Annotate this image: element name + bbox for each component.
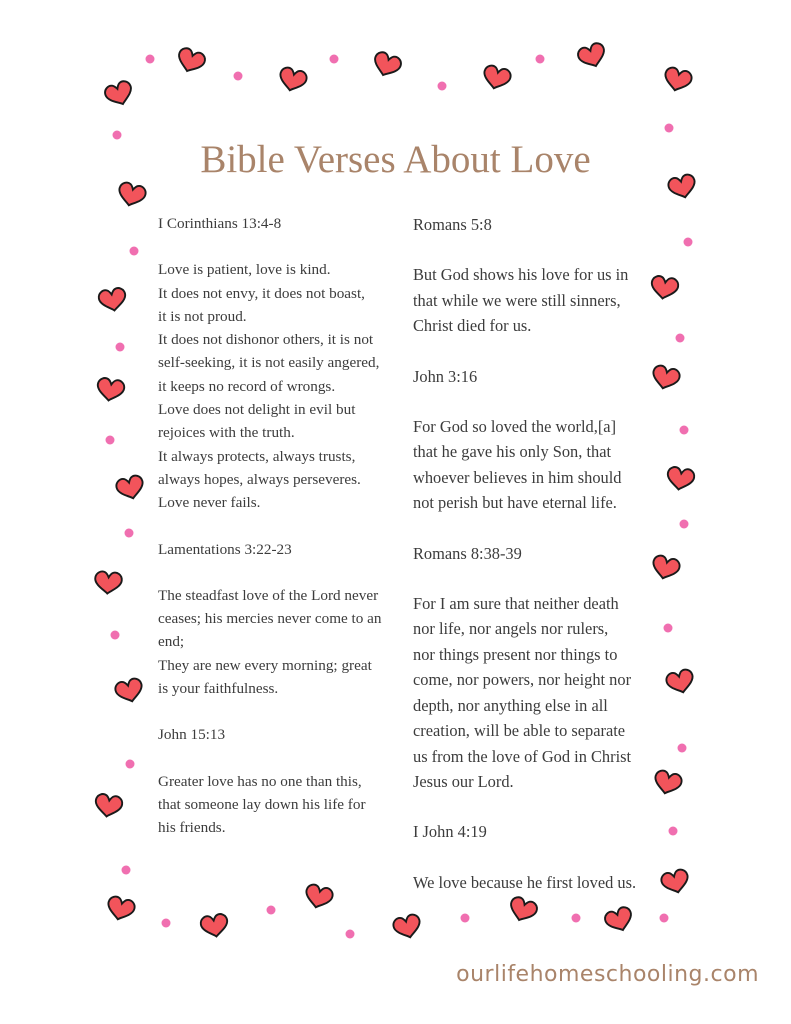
verse-text [158, 584, 400, 700]
dot-icon [125, 529, 134, 538]
heart-icon [103, 79, 135, 108]
verse-line: But God shows his love for us in [413, 265, 629, 285]
dot-icon [680, 520, 689, 529]
heart-icon [105, 895, 136, 923]
dot-icon [267, 906, 276, 915]
heart-icon [115, 474, 146, 502]
verse-reference: I John 4:19 [413, 822, 487, 842]
verse-line: that he gave his only Son, that [413, 442, 612, 462]
heart-icon [662, 66, 693, 94]
verse-line: They are new every morning; great [158, 656, 372, 674]
verse-line: depth, nor anything else in all [413, 695, 608, 715]
heart-icon [665, 466, 695, 492]
right-column [413, 212, 659, 920]
heart-icon [481, 64, 512, 92]
dot-icon [684, 238, 693, 247]
verse-line: is your faithfulness. [158, 680, 279, 698]
verse-line: It does not envy, it does not boast, [158, 284, 365, 302]
verse-line: it is not proud. [158, 307, 247, 325]
verse-line: Jesus our Lord. [413, 771, 514, 791]
dot-icon [438, 82, 447, 91]
verse-reference: John 3:16 [413, 366, 478, 386]
heart-icon [93, 793, 123, 819]
verse-line: The steadfast love of the Lord never [158, 586, 379, 604]
verse-reference: Romans 5:8 [413, 215, 492, 234]
dot-icon [116, 343, 125, 352]
verse-reference: Lamentations 3:22-23 [158, 540, 292, 558]
verse-line: self-seeking, it is not easily angered, [158, 354, 380, 372]
dot-icon [126, 760, 135, 769]
verse-line: us from the love of God in Christ [413, 746, 632, 766]
verse-reference: John 15:13 [158, 726, 226, 744]
verse-line: creation, will be able to separate [413, 721, 626, 741]
verse-line: it keeps no record of wrongs. [158, 377, 336, 395]
verse-line: For God so loved the world,[a] [413, 417, 617, 437]
dot-icon [678, 744, 687, 753]
verse-line: Christ died for us. [413, 316, 532, 336]
heart-icon [665, 668, 696, 696]
heart-icon [98, 287, 128, 313]
dot-icon [669, 827, 678, 836]
verse-text [158, 770, 400, 840]
verse-line: end; [158, 633, 185, 651]
verse-line: It always protects, always trusts, [158, 447, 356, 465]
dot-icon [665, 124, 674, 133]
verse-line: For I am sure that neither death [413, 594, 619, 614]
verse-line: always hopes, always perseveres. [158, 470, 361, 488]
dot-icon [162, 919, 171, 928]
verse-line: not perish but have eternal life. [413, 493, 617, 513]
dot-icon [234, 72, 243, 81]
dot-icon [106, 436, 115, 445]
verse-text [158, 258, 400, 514]
dot-icon [146, 55, 155, 64]
heart-icon [175, 46, 207, 75]
left-column [158, 212, 400, 863]
website-footer: ourlifehomeschooling.com [456, 962, 759, 987]
verse-line: It does not dishonor others, it is not [158, 331, 374, 349]
verse-line: Greater love has no one than this, [158, 772, 362, 790]
verse-reference: Romans 8:38-39 [413, 543, 522, 563]
verse-line: whoever believes in him should [413, 467, 622, 487]
verse-line: nor life, nor angels nor rulers, [413, 619, 609, 639]
dot-icon [660, 914, 669, 923]
verse-line: We love because he first loved us. [413, 872, 637, 892]
heart-icon [303, 883, 334, 911]
heart-icon [95, 377, 125, 403]
verse-text [413, 870, 659, 895]
verse-line: rejoices with the truth. [158, 424, 295, 442]
heart-icon [200, 913, 230, 939]
heart-icon [114, 677, 145, 705]
dot-icon [680, 426, 689, 435]
heart-icon [660, 868, 691, 896]
dot-icon [536, 55, 545, 64]
heart-icon [371, 50, 403, 79]
dot-icon [122, 866, 131, 875]
dot-icon [330, 55, 339, 64]
verse-line: come, nor powers, nor height nor [413, 670, 632, 690]
page-title: Bible Verses About Love [200, 138, 591, 181]
heart-icon [277, 66, 308, 94]
verse-line: Love is patient, love is kind. [158, 261, 331, 279]
heart-icon [94, 571, 122, 595]
heart-icon [116, 181, 147, 209]
verse-line: that someone lay down his life for [158, 795, 366, 813]
verse-line: Love never fails. [158, 494, 261, 512]
dot-icon [130, 247, 139, 256]
verse-line: Love does not delight in evil but [158, 401, 356, 419]
dot-icon [111, 631, 120, 640]
verse-text [413, 262, 659, 338]
verse-line: that while we were still sinners, [413, 290, 621, 310]
dot-icon [346, 930, 355, 939]
verse-text [413, 591, 659, 794]
verse-reference: I Corinthians 13:4-8 [158, 215, 282, 232]
dot-icon [664, 624, 673, 633]
verse-line: his friends. [158, 819, 226, 837]
verse-line: nor things present nor things to [413, 644, 618, 664]
verse-text [413, 414, 659, 516]
verse-line: ceases; his mercies never come to an [158, 610, 382, 628]
dot-icon [676, 334, 685, 343]
heart-icon [576, 41, 608, 70]
